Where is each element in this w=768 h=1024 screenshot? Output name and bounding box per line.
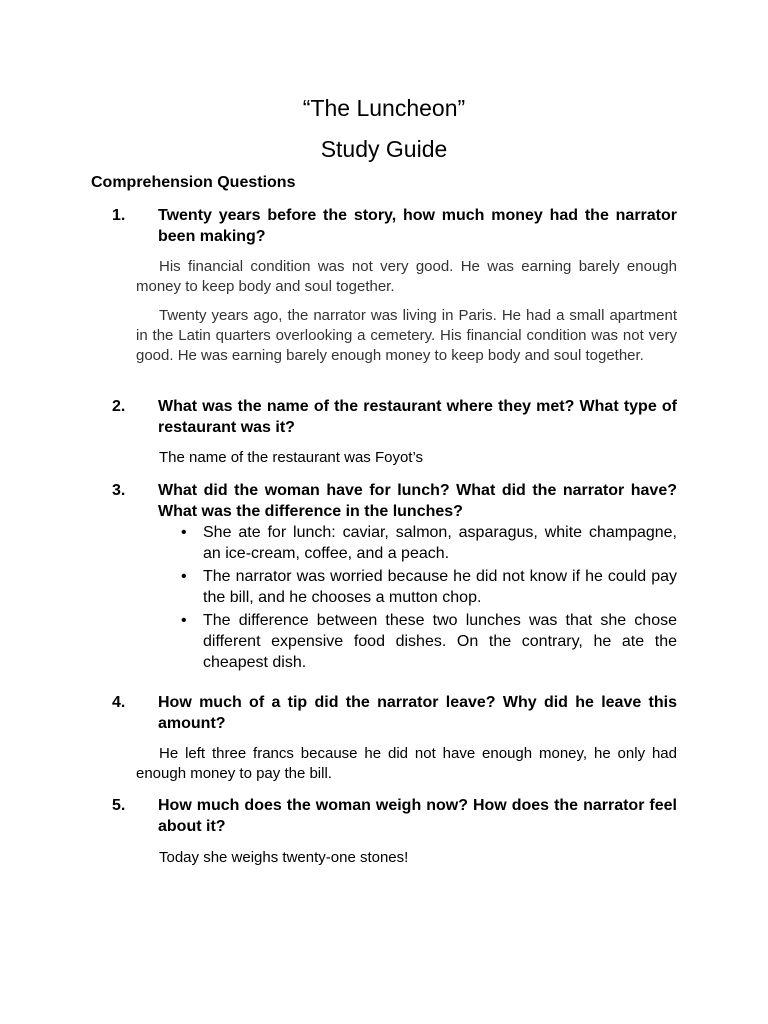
list-item bbox=[158, 610, 677, 673]
question-text: Twenty years before the story, how much money had the narrator been making? bbox=[158, 207, 677, 245]
answer-paragraph: He left three francs because he did not have enough money, he only had enough money to pay the bill. bbox=[136, 745, 677, 782]
bullet-icon: • bbox=[181, 524, 187, 541]
bullet-icon: • bbox=[181, 612, 187, 629]
question-number: 5. bbox=[112, 797, 126, 814]
answer-paragraph: The name of the restaurant was Foyot’s bbox=[159, 449, 424, 466]
bullet-text: The narrator was worried because he did not know if he could pay the bill, and he chooses a mutton chop. bbox=[203, 568, 677, 606]
bullet-text: She ate for lunch: caviar, salmon, asparagus, white champagne, an ice-cream, coffee, and a peach. bbox=[203, 524, 677, 562]
page-subtitle: Study Guide bbox=[320, 136, 448, 162]
bullet-text: The difference between these two lunches was that she chose different expensive food dishes. On the contrary, he ate the cheapest dish. bbox=[203, 612, 677, 671]
answer-paragraph: His financial condition was not very good. He was earning barely enough money to keep body and soul together. bbox=[136, 258, 677, 295]
question-text: How much of a tip did the narrator leave? Why did he leave this amount? bbox=[158, 694, 677, 732]
question-text: What was the name of the restaurant where they met? What type of restaurant was it? bbox=[158, 398, 677, 436]
list-item bbox=[158, 522, 677, 564]
answer-paragraph: Today she weighs twenty-one stones! bbox=[159, 849, 409, 866]
bullet-icon: • bbox=[181, 568, 187, 585]
question-number: 1. bbox=[112, 207, 126, 224]
answer-paragraph: Twenty years ago, the narrator was living in Paris. He had a small apartment in the Latin quarters overlooking a cemetery. His financial condition was not very good. He was earning barely enough money to keep body and soul together. bbox=[136, 307, 677, 364]
answer-bullet-list bbox=[158, 522, 677, 675]
question-text: What did the woman have for lunch? What did the narrator have? What was the difference in the lunches? bbox=[158, 482, 677, 520]
question-text: How much does the woman weigh now? How does the narrator feel about it? bbox=[158, 797, 677, 835]
list-item bbox=[158, 566, 677, 608]
question-number: 3. bbox=[112, 482, 126, 499]
question-number: 2. bbox=[112, 398, 126, 415]
question-number: 4. bbox=[112, 694, 126, 711]
section-heading: Comprehension Questions bbox=[91, 174, 296, 191]
page-title: “The Luncheon” bbox=[302, 95, 466, 121]
